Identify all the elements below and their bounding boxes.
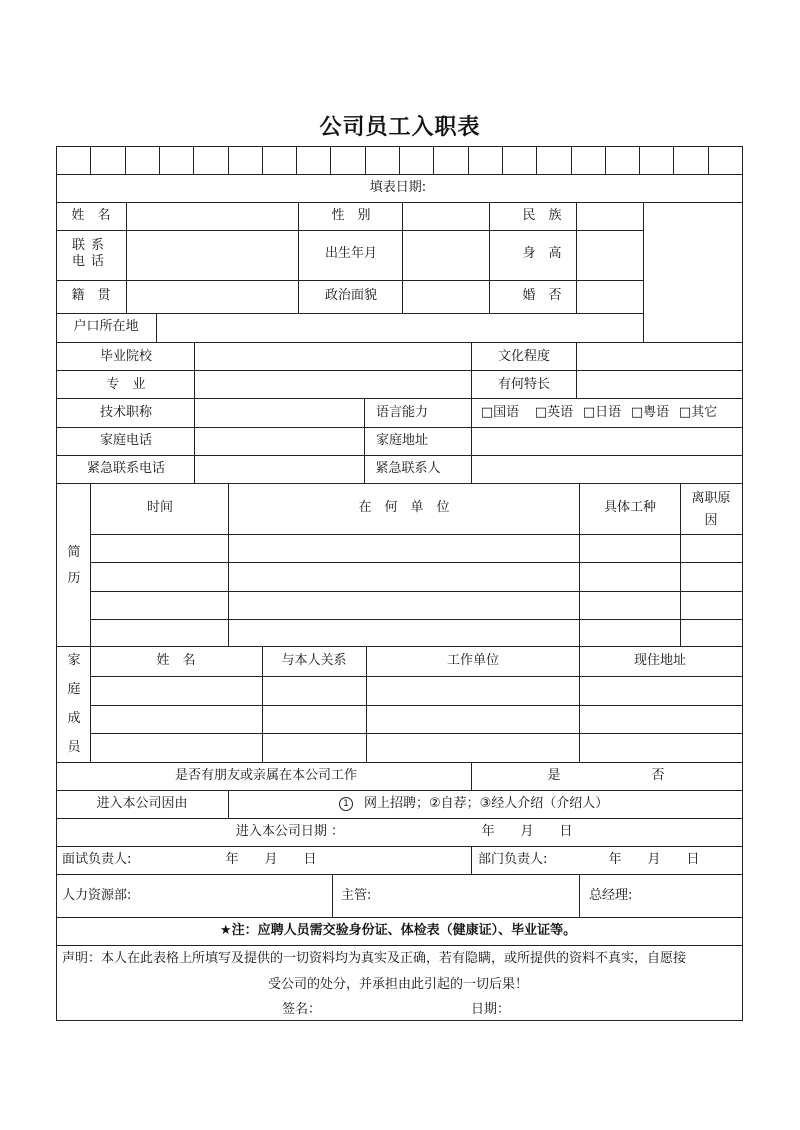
reason-option-circle[interactable]: 1 xyxy=(339,797,353,811)
grid-line xyxy=(90,619,743,620)
grid-line xyxy=(90,146,91,175)
label-signature: 签名： xyxy=(282,1002,322,1017)
grid-line xyxy=(605,146,606,175)
label-relatives-question: 是否有朋友或亲属在本公司工作 xyxy=(174,768,358,783)
resume-header-job: 具体工种 xyxy=(603,500,657,515)
entry-form-table xyxy=(56,146,742,1020)
relatives-no[interactable]: 否 xyxy=(651,768,665,783)
lang-option-japanese[interactable]: □日语 xyxy=(582,405,622,420)
label-interviewer: 面试负责人: xyxy=(62,852,132,867)
grid-line xyxy=(576,342,577,399)
family-header-workplace: 工作单位 xyxy=(446,653,500,668)
grid-line xyxy=(56,280,644,281)
grid-line xyxy=(56,846,743,847)
grid-line xyxy=(56,370,743,371)
label-birth: 出生年月 xyxy=(324,246,378,261)
note-text: ★注：应聘人员需交验身份证、体检表（健康证）、毕业证等。 xyxy=(219,923,577,938)
grid-line xyxy=(228,483,229,647)
grid-line xyxy=(56,313,644,314)
grid-line xyxy=(90,591,743,592)
grid-line xyxy=(571,146,572,175)
label-home-address: 家庭地址 xyxy=(375,433,429,448)
grid-line xyxy=(298,202,299,314)
grid-line xyxy=(56,1020,743,1021)
label-phone: 联系电话 xyxy=(71,238,110,269)
label-dept-head: 部门负责人: xyxy=(478,852,548,867)
grid-line xyxy=(126,202,127,314)
label-origin: 籍 贯 xyxy=(71,288,111,303)
dept-head-date: 年 月 日 xyxy=(608,852,700,867)
grid-line xyxy=(56,342,743,343)
label-specialty: 有何特长 xyxy=(497,377,551,392)
label-political: 政治面貌 xyxy=(324,288,378,303)
family-header-name: 姓 名 xyxy=(156,653,196,668)
grid-line xyxy=(579,874,580,918)
label-school: 毕业院校 xyxy=(99,349,153,364)
grid-line xyxy=(742,146,743,1021)
relatives-yes[interactable]: 是 xyxy=(547,768,561,783)
lang-option-mandarin[interactable]: □国语 xyxy=(480,405,520,420)
grid-line xyxy=(579,646,580,763)
family-header-address: 现住地址 xyxy=(633,653,687,668)
grid-line xyxy=(489,202,490,314)
resume-header-company: 在 何 单 位 xyxy=(358,500,450,515)
lang-option-cantonese[interactable]: □粤语 xyxy=(630,405,670,420)
grid-line xyxy=(56,874,743,875)
grid-line xyxy=(56,790,743,791)
page-title: 公司员工入职表 xyxy=(319,115,481,140)
grid-line xyxy=(56,230,644,231)
grid-line xyxy=(330,146,331,175)
grid-line xyxy=(56,398,743,399)
grid-line xyxy=(366,646,367,763)
grid-line xyxy=(433,146,434,175)
grid-line xyxy=(471,762,472,791)
grid-line xyxy=(125,146,126,175)
label-home-phone: 家庭电话 xyxy=(99,433,153,448)
label-emergency-contact: 紧急联系人 xyxy=(375,461,441,476)
grid-line xyxy=(468,146,469,175)
grid-line xyxy=(399,146,400,175)
resume-header-leave-reason: 离职原因 xyxy=(691,491,731,528)
grid-line xyxy=(536,146,537,175)
label-language: 语言能力 xyxy=(375,405,429,420)
grid-line xyxy=(365,146,366,175)
grid-line xyxy=(296,146,297,175)
lang-option-other[interactable]: □其它 xyxy=(678,405,718,420)
label-entry-date: 进入本公司日期 ： xyxy=(235,824,345,839)
grid-line xyxy=(708,146,709,175)
grid-line xyxy=(90,705,743,706)
grid-line xyxy=(228,146,229,175)
grid-line xyxy=(579,483,580,647)
declaration-line1: 本人在此表格上所填写及提供的一切资料均为真实及正确，若有隐瞒，或所提供的资料不真实，自愿接 xyxy=(101,951,687,966)
reason-options: 网上招聘；②自荐；③经人介绍（介绍人） xyxy=(364,796,609,811)
fill-date-label: 填表日期: xyxy=(369,180,427,195)
grid-line xyxy=(471,398,472,484)
declaration-label: 声明： xyxy=(62,951,102,966)
grid-line xyxy=(193,146,194,175)
declaration-line2: 受公司的处分，并承担由此引起的一切后果！ xyxy=(267,977,529,992)
grid-line xyxy=(56,818,743,819)
label-gm: 总经理: xyxy=(589,888,633,903)
grid-line xyxy=(90,676,743,677)
grid-line xyxy=(502,146,503,175)
label-degree: 文化程度 xyxy=(497,349,551,364)
label-hr: 人力资源部: xyxy=(62,888,132,903)
family-header-relation: 与本人关系 xyxy=(281,653,347,668)
grid-line xyxy=(639,146,640,175)
interview-date: 年 月 日 xyxy=(225,852,317,867)
grid-line xyxy=(680,483,681,647)
grid-line xyxy=(90,562,743,563)
label-name: 姓 名 xyxy=(71,208,111,223)
grid-line xyxy=(332,874,333,918)
grid-line xyxy=(262,646,263,763)
grid-line xyxy=(673,146,674,175)
label-supervisor: 主管: xyxy=(341,888,372,903)
grid-line xyxy=(90,534,743,535)
label-hukou: 户口所在地 xyxy=(73,319,139,334)
label-height: 身 高 xyxy=(522,246,562,261)
grid-line xyxy=(90,733,743,734)
resume-header-time: 时间 xyxy=(146,500,174,515)
grid-line xyxy=(56,762,743,763)
grid-line xyxy=(159,146,160,175)
grid-line xyxy=(228,790,229,819)
label-family: 家庭成员 xyxy=(67,653,81,755)
grid-line xyxy=(364,398,365,484)
grid-line xyxy=(56,146,57,1021)
grid-line xyxy=(56,646,743,647)
grid-line xyxy=(194,342,195,484)
grid-line xyxy=(262,146,263,175)
label-tech-title: 技术职称 xyxy=(99,405,153,420)
label-emergency-phone: 紧急联系电话 xyxy=(86,461,166,476)
grid-line xyxy=(56,483,743,484)
grid-line xyxy=(56,917,743,918)
grid-line xyxy=(90,483,91,647)
entry-date-ymd: 年 月 日 xyxy=(481,824,573,839)
label-declaration-date: 日期： xyxy=(471,1002,511,1017)
grid-line xyxy=(56,945,743,946)
grid-line xyxy=(402,202,403,314)
label-gender: 性 别 xyxy=(331,208,371,223)
label-major: 专 业 xyxy=(106,377,146,392)
label-resume: 简历 xyxy=(67,545,81,586)
grid-line xyxy=(471,846,472,875)
label-marital: 婚 否 xyxy=(522,288,562,303)
label-reason: 进入本公司因由 xyxy=(96,796,188,811)
grid-line xyxy=(56,427,743,428)
grid-line xyxy=(643,202,644,343)
lang-option-english[interactable]: □英语 xyxy=(534,405,574,420)
label-ethnicity: 民 族 xyxy=(522,208,562,223)
grid-line xyxy=(576,202,577,314)
grid-line xyxy=(56,202,743,203)
grid-line xyxy=(56,455,743,456)
grid-line xyxy=(471,342,472,399)
grid-line xyxy=(156,313,157,343)
